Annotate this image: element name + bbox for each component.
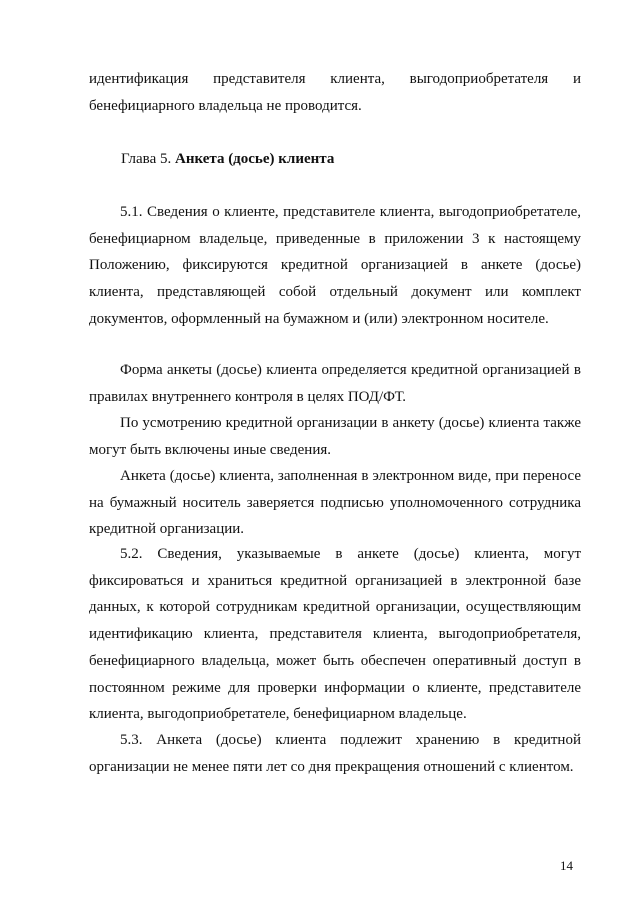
electronic-paragraph <box>89 463 581 543</box>
paragraph-5-1: 5.1. Сведения о клиенте, представителе клиента, выгодоприобретателе, бенефициарном владельце, приведенные в приложении 3 к настоящему Положению, фиксируются кредитной организацией в анкете (досье) клиента, представляющей собой отдельный документ или комплект документов, оформленный на бумажном и (или) электронном носителе. <box>89 204 581 327</box>
chapter-heading <box>121 146 334 172</box>
chapter-prefix: Глава 5. <box>121 151 172 167</box>
section-5-2 <box>89 541 581 728</box>
paragraph-electronic: Анкета (досье) клиента, заполненная в электронном виде, при переносе на бумажный носитель заверяется подписью уполномоченного сотрудника кредитной организации. <box>89 468 581 538</box>
intro-paragraph <box>89 66 581 119</box>
page-number: 14 <box>560 858 573 873</box>
section-5-3 <box>89 727 581 780</box>
paragraph-5-3: 5.3. Анкета (досье) клиента подлежит хранению в кредитной организации не менее пяти лет со дня прекращения отношений с клиентом. <box>89 732 581 775</box>
paragraph-form: Форма анкеты (досье) клиента определяется кредитной организацией в правилах внутреннего контроля в целях ПОД/ФТ. <box>89 362 581 405</box>
paragraph-5-2: 5.2. Сведения, указываемые в анкете (досье) клиента, могут фиксироваться и храниться кредитной организацией в электронной базе данных, к которой сотрудникам кредитной организации, осуществляющим идентификацию клиента, представителя клиента, выгодоприобретателя, бенефициарного владельца, может быть обеспечен оперативный доступ в постоянном режиме для проверки информации о клиенте, представителе клиента, выгодоприобретателе, бенефициарном владельце. <box>89 546 581 723</box>
intro-text: идентификация представителя клиента, выгодоприобретателя и бенефициарного владельца не проводится. <box>89 71 581 114</box>
discretion-paragraph <box>89 410 581 463</box>
paragraph-discretion: По усмотрению кредитной организации в анкету (досье) клиента также могут быть включены иные сведения. <box>89 415 581 458</box>
chapter-title: Анкета (досье) клиента <box>174 151 335 167</box>
section-5-1 <box>89 199 581 333</box>
form-paragraph <box>89 357 581 410</box>
